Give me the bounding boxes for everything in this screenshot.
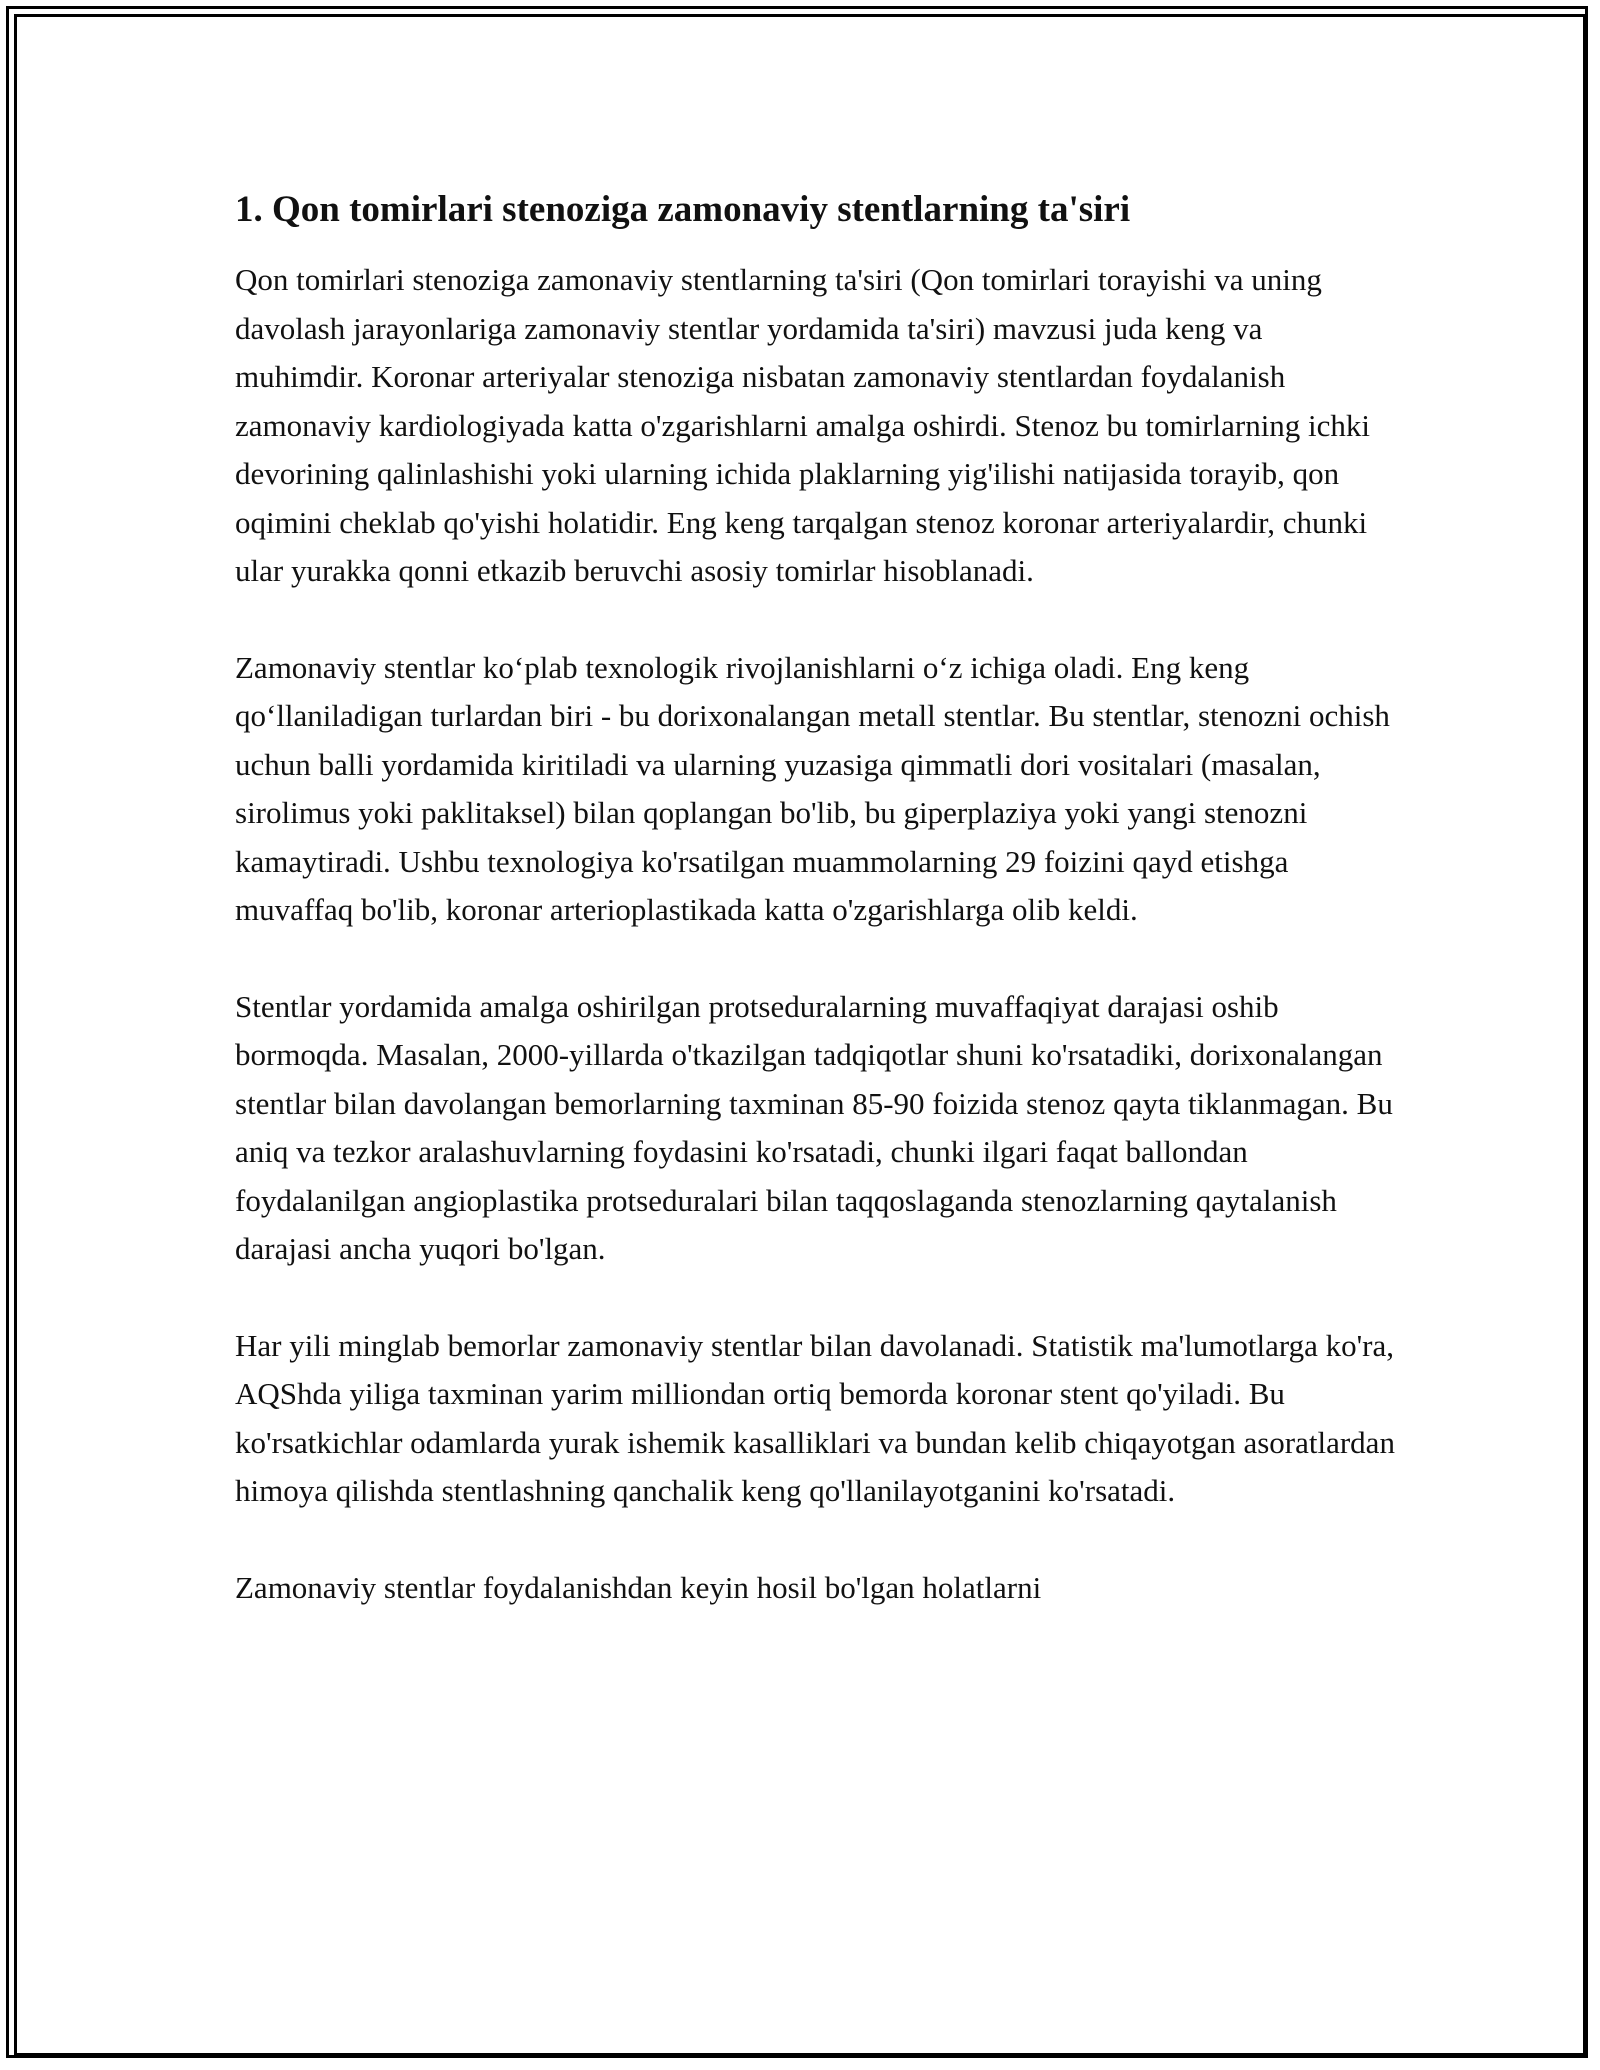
paragraph-1: Qon tomirlari stenoziga zamonaviy stentlarning ta'siri (Qon tomirlari torayishi va uning davolash jarayonlariga zamonaviy stentlar yordamida ta'siri) mavzusi juda keng va muhimdir. Koronar arteriyalar stenoziga nisbatan zamonaviy stentlardan foydalanish zamonaviy kardiologiyada katta o'zgarishlarni amalga oshirdi. Stenoz bu tomirlarning ichki devorining qalinlashishi yoki ularning ichida plaklarning yig'ilishi natijasida torayib, qon oqimini cheklab qo'yishi holatidir. Eng keng tarqalgan stenoz koronar arteriyalardir, chunki ular yurakka qonni etkazib beruvchi asosiy tomirlar hisoblanadi. [235,262,1371,589]
paragraph-3: Stentlar yordamida amalga oshirilgan protseduralarning muvaffaqiyat darajasi oshib bormoqda. Masalan, 2000-yillarda o'tkazilgan tadqiqotlar shuni ko'rsatadiki, dorixonalangan stentlar bilan davolangan bemorlarning taxminan 85-90 foizida stenoz qayta tiklanmagan. Bu aniq va tezkor aralashuvlarning foydasini ko'rsatadi, chunki ilgari faqat ballondan foydalanilgan angioplastika protseduralari bilan taqqoslaganda stenozlarning qaytalanish darajasi ancha yuqori bo'lgan. [235,988,1393,1267]
paragraph-2: Zamonaviy stentlar ko‘plab texnologik rivojlanishlarni o‘z ichiga oladi. Eng keng qo‘llaniladigan turlardan biri - bu dorixonalangan metall stentlar. Bu stentlar, stenozni ochish uchun balli yordamida kiritiladi va ularning yuzasiga qimmatli dori vositalari (masalan, sirolimus yoki paklitaksel) bilan qoplangan bo'lib, bu giperplaziya yoki yangi stenozni kamaytiradi. Ushbu texnologiya ko'rsatilgan muammolarning 29 foizini qayd etishga muvaffaq bo'lib, koronar arterioplastikada katta o'zgarishlarga olib keldi. [235,649,1390,928]
document-body [235,186,1395,1660]
paragraph-5: Zamonaviy stentlar foydalanishdan keyin hosil bo'lgan holatlarni [235,1569,1042,1605]
paragraph-4: Har yili minglab bemorlar zamonaviy stentlar bilan davolanadi. Statistik ma'lumotlarga ko'ra, AQShda yiliga taxminan yarim milliondan ortiq bemorda koronar stent qo'yiladi. Bu ko'rsatkichlar odamlarda yurak ishemik kasalliklari va bundan kelib chiqayotgan asoratlardan himoya qilishda stentlashning qanchalik keng qo'llanilayotganini ko'rsatadi. [235,1327,1395,1509]
document-title: 1. Qon tomirlari stenoziga zamonaviy stentlarning ta'siri [235,189,1131,230]
